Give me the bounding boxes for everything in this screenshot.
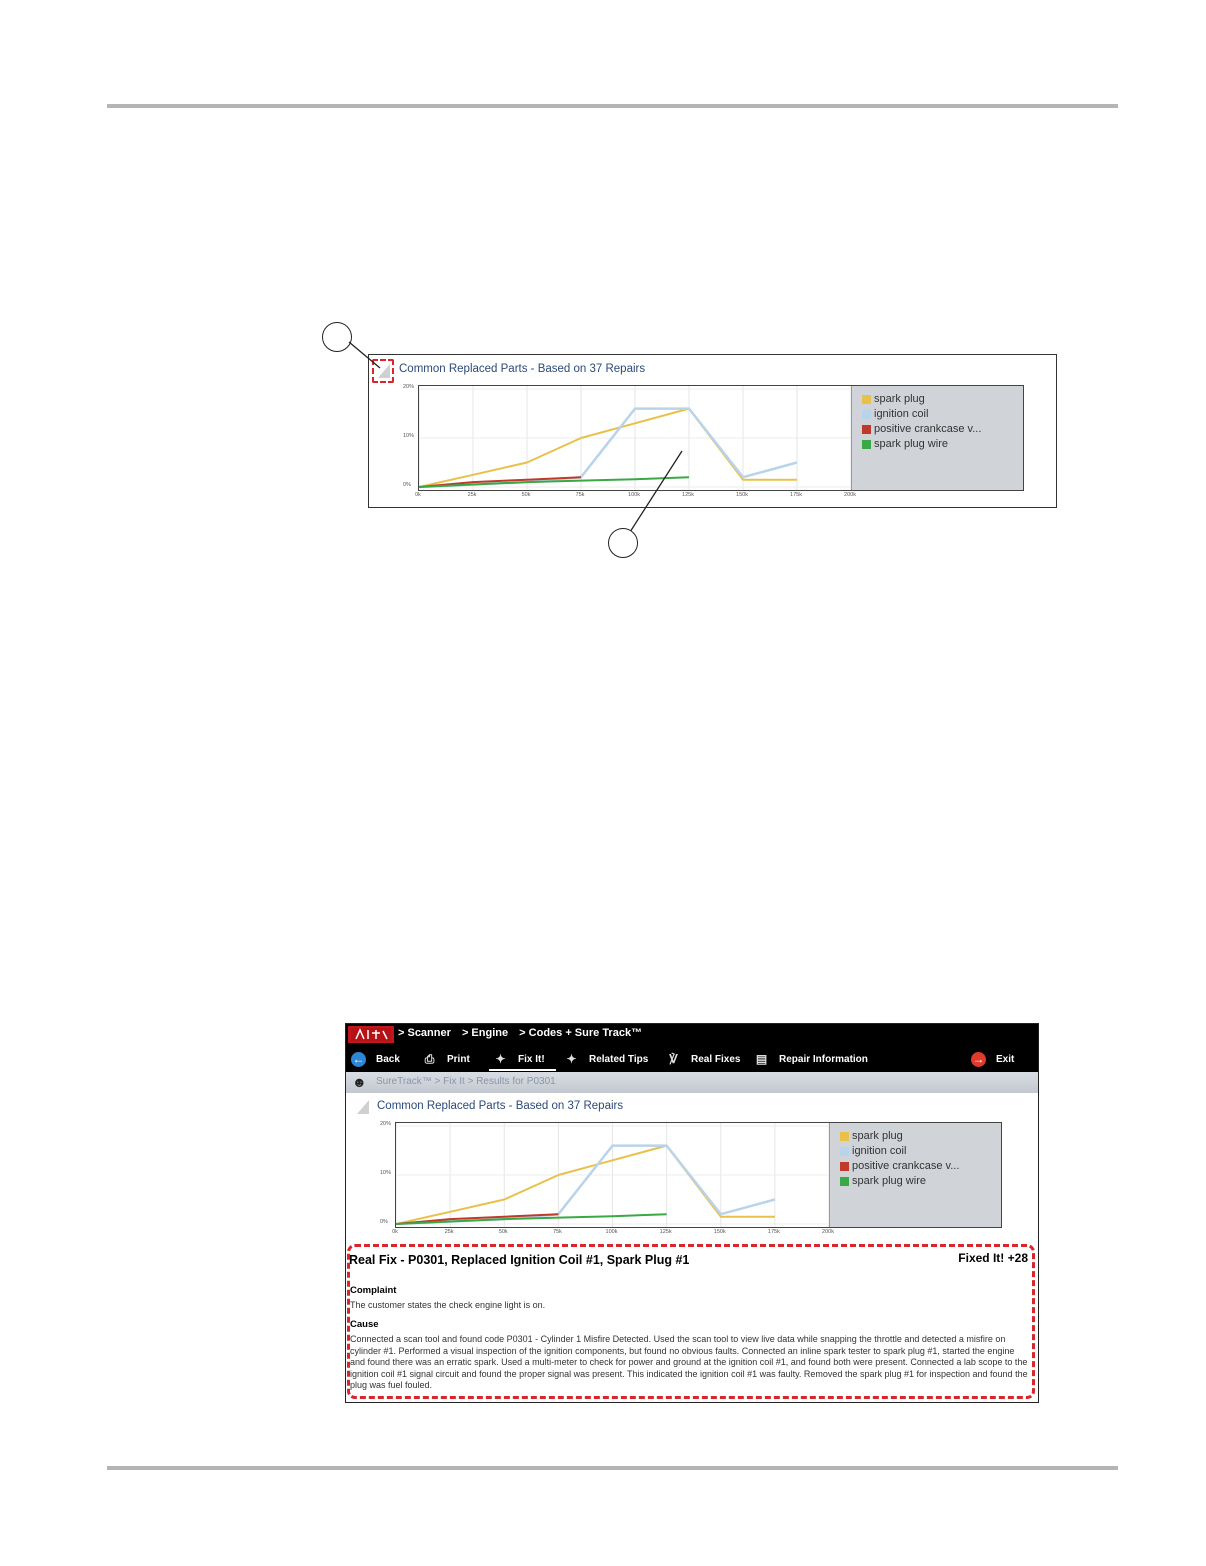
navigation-path[interactable]: SureTrack™ > Fix It > Results for P0301: [376, 1076, 556, 1087]
printer-icon: ⎙: [424, 1051, 435, 1066]
back-label: Back: [376, 1053, 400, 1065]
x-tick-label: 0k: [415, 492, 421, 498]
print-button[interactable]: [422, 1048, 470, 1070]
y-tick-label: 0%: [403, 482, 411, 488]
x-tick-label: 100k: [605, 1229, 618, 1235]
x-tick-label: 75k: [552, 1229, 562, 1235]
x-tick-label: 175k: [767, 1229, 780, 1235]
app-logo: [348, 1026, 394, 1043]
chart-title: Common Replaced Parts - Based on 37 Repairs: [399, 363, 646, 375]
chart-plot: [395, 1122, 1002, 1228]
exit-button[interactable]: [971, 1048, 1014, 1070]
x-tick-label: 75k: [575, 492, 585, 498]
cause-text: Connected a scan tool and found code P0301 - Cylinder 1 Misfire Detected. Used the scan tool to view live data while snapping the throttle and detected a misfire on cylinder #1. Performed a visual inspection of the ignition components, but found no obvious faults. Connected an inline spark tester to spark plug #1, started the engine and found there was an erratic spark. Used a multi-meter to check for power and ground at the ignition coil #1, and found both were present. Connected a lab scope to the ignition coil #1 signal circuit and found the proper signal was present. This indicated the ignition coil #1 was faulty. Removed the spark plug #1 for inspection and found the plug was fuel fouled.: [350, 1334, 1028, 1390]
y-tick-label: 10%: [403, 433, 415, 439]
legend-item: [840, 1130, 903, 1142]
legend-label: positive crankcase v...: [874, 423, 982, 435]
x-tick-label: 150k: [736, 492, 748, 498]
breadcrumb: [398, 1027, 650, 1039]
y-tick-label: 0%: [380, 1219, 388, 1225]
fixed-it-count[interactable]: Fixed It! +28: [958, 1251, 1028, 1265]
active-tab-indicator: [489, 1069, 556, 1071]
x-tick-label: 125k: [659, 1229, 672, 1235]
repair-information-tab[interactable]: [754, 1048, 868, 1070]
x-tick-label: 25k: [444, 1229, 454, 1235]
tips-icon: ✦: [566, 1051, 577, 1066]
y-tick-label: 20%: [403, 384, 415, 390]
y-tick-label: 10%: [380, 1170, 392, 1176]
legend-label: ignition coil: [852, 1145, 907, 1157]
callout-2: [608, 528, 638, 558]
legend-label: spark plug: [852, 1130, 903, 1142]
x-tick-label: 50k: [498, 1229, 508, 1235]
x-tick-label: 150k: [713, 1229, 726, 1235]
callout-highlight: [347, 1244, 1035, 1399]
legend-item: [840, 1145, 906, 1157]
legend-label: spark plug: [874, 393, 925, 405]
chart-toggle-icon[interactable]: [357, 1100, 369, 1114]
legend-swatch: [840, 1147, 849, 1156]
complaint-heading: Complaint: [350, 1285, 397, 1296]
fix-it-label: Fix It!: [518, 1053, 545, 1065]
fix-it-tab[interactable]: [493, 1048, 545, 1070]
chart-title: Common Replaced Parts - Based on 37 Repairs: [377, 1100, 624, 1112]
x-tick-label: 100k: [628, 492, 640, 498]
legend-swatch: [840, 1162, 849, 1171]
y-tick-label: 20%: [380, 1121, 392, 1127]
wrench-icon: ✦: [495, 1051, 506, 1066]
suretrack-screen: [345, 1023, 1039, 1403]
real-fixes-label: Real Fixes: [691, 1053, 741, 1065]
breadcrumb-scanner[interactable]: > Scanner: [398, 1027, 451, 1039]
related-tips-label: Related Tips: [589, 1053, 649, 1065]
real-fixes-tab[interactable]: [666, 1048, 740, 1070]
exit-label: Exit: [996, 1053, 1015, 1065]
user-icon: ☻: [352, 1074, 367, 1090]
legend-item: [840, 1175, 926, 1187]
navigation-bar: [346, 1072, 1038, 1093]
callout-lines: [0, 0, 1206, 600]
chart-legend: [829, 1123, 1002, 1227]
x-tick-label: 25k: [467, 492, 477, 498]
cause-heading: Cause: [350, 1319, 379, 1330]
legend-item: [840, 1160, 959, 1172]
print-label: Print: [447, 1053, 470, 1065]
footer-rule: [107, 1466, 1118, 1470]
repair-information-label: Repair Information: [779, 1053, 868, 1065]
legend-label: spark plug wire: [874, 438, 948, 450]
x-tick-label: 200k: [822, 1229, 834, 1235]
title-bar: [346, 1024, 1038, 1072]
back-button[interactable]: [351, 1048, 400, 1070]
back-arrow-icon: ←: [352, 1051, 365, 1066]
wrench-icon: ℣: [669, 1051, 678, 1066]
legend-label: ignition coil: [874, 408, 929, 420]
breadcrumb-engine[interactable]: > Engine: [461, 1027, 509, 1039]
x-tick-label: 125k: [682, 492, 694, 498]
x-tick-label: 50k: [521, 492, 531, 498]
legend-label: positive crankcase v...: [852, 1160, 960, 1172]
exit-icon: →: [972, 1051, 985, 1066]
breadcrumb-codes[interactable]: > Codes + Sure Track™: [519, 1027, 643, 1039]
related-tips-tab[interactable]: [564, 1048, 648, 1070]
x-tick-label: 0k: [392, 1229, 398, 1235]
legend-label: spark plug wire: [852, 1175, 926, 1187]
x-tick-label: 175k: [790, 492, 802, 498]
book-icon: ▤: [755, 1051, 768, 1066]
real-fix-title: Real Fix - P0301, Replaced Ignition Coil #1, Spark Plug #1: [349, 1253, 690, 1267]
legend-swatch: [840, 1177, 849, 1186]
series-line-ignition-coil: [396, 1146, 775, 1224]
legend-swatch: [840, 1132, 849, 1141]
x-tick-label: 200k: [844, 492, 856, 498]
complaint-text: The customer states the check engine light is on.: [350, 1300, 546, 1310]
